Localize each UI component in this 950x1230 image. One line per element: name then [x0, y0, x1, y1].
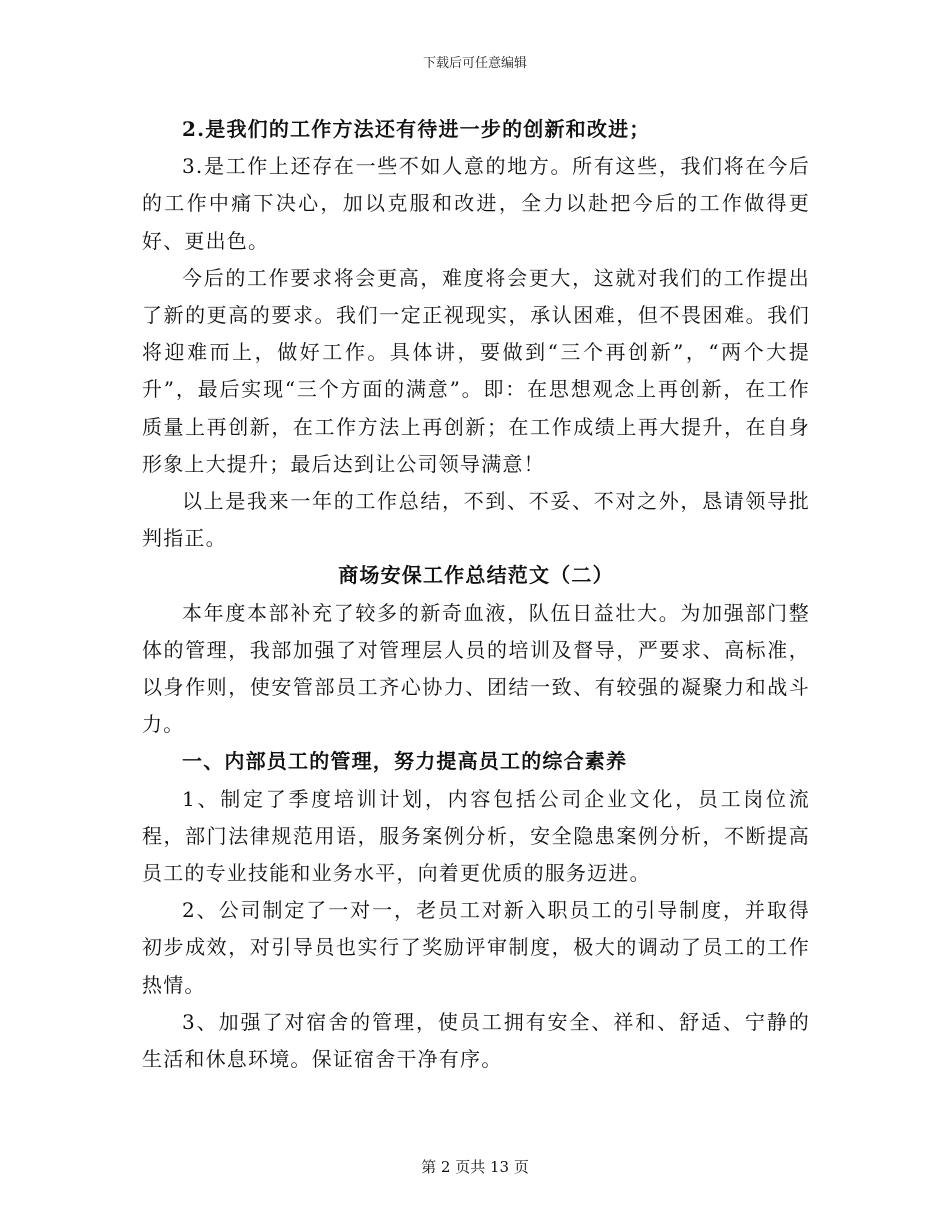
- document-body: [142, 111, 810, 1078]
- item-2: 2、公司制定了一对一，老员工对新入职员工的引导制度，并取得初步成效，对引导员也实行了奖励评审制度，极大的调动了员工的工作热情。: [142, 898, 810, 997]
- section-title: 商场安保工作总结范文（二）: [338, 563, 614, 588]
- page-footer: 第 2 页共 13 页: [421, 1158, 529, 1176]
- item-1: 1、制定了季度培训计划，内容包括公司企业文化，员工岗位流程，部门法律规范用语，服务案例分析，安全隐患案例分析，不断提高员工的专业技能和业务水平，向着更优质的服务迈进。: [142, 786, 810, 886]
- future-requirements-paragraph: 今后的工作要求将会更高，难度将会更大，这就对我们的工作提出了新的更高的要求。我们一定正视现实，承认困难，但不畏困难。我们将迎难而上，做好工作。具体讲，要做到“三个再创新”，“两个大提升”，最后实现“三个方面的满意”。即：在思想观念上再创新，在工作质量上再创新，在工作方法上再创新；在工作成绩上再大提升，在自身形象上大提升；最后达到让公司领导满意！: [142, 265, 810, 476]
- page-header: 下载后可任意编辑: [422, 56, 527, 71]
- closing-paragraph: 以上是我来一年的工作总结，不到、不妥、不对之外，恳请领导批判指正。: [142, 489, 810, 551]
- item-3: 3、加强了对宿舍的管理，使员工拥有安全、祥和、舒适、宁静的生活和休息环境。保证宿舍干净有序。: [142, 1009, 810, 1072]
- section-heading-1: 一、内部员工的管理，努力提高员工的综合素养: [182, 749, 628, 774]
- point-2: 2.是我们的工作方法还有待进一步的创新和改进；: [182, 117, 651, 141]
- point-3: 3.是工作上还存在一些不如人意的地方。所有这些，我们将在今后的工作中痛下决心，加以克服和改进，全力以赴把今后的工作做得更好、更出色。: [142, 154, 810, 253]
- intro-paragraph: 本年度本部补充了较多的新奇血液，队伍日益壮大。为加强部门整体的管理，我部加强了对管理层人员的培训及督导，严要求、高标准，以身作则，使安管部员工齐心协力、团结一致、有较强的凝聚力和战斗力。: [142, 600, 810, 737]
